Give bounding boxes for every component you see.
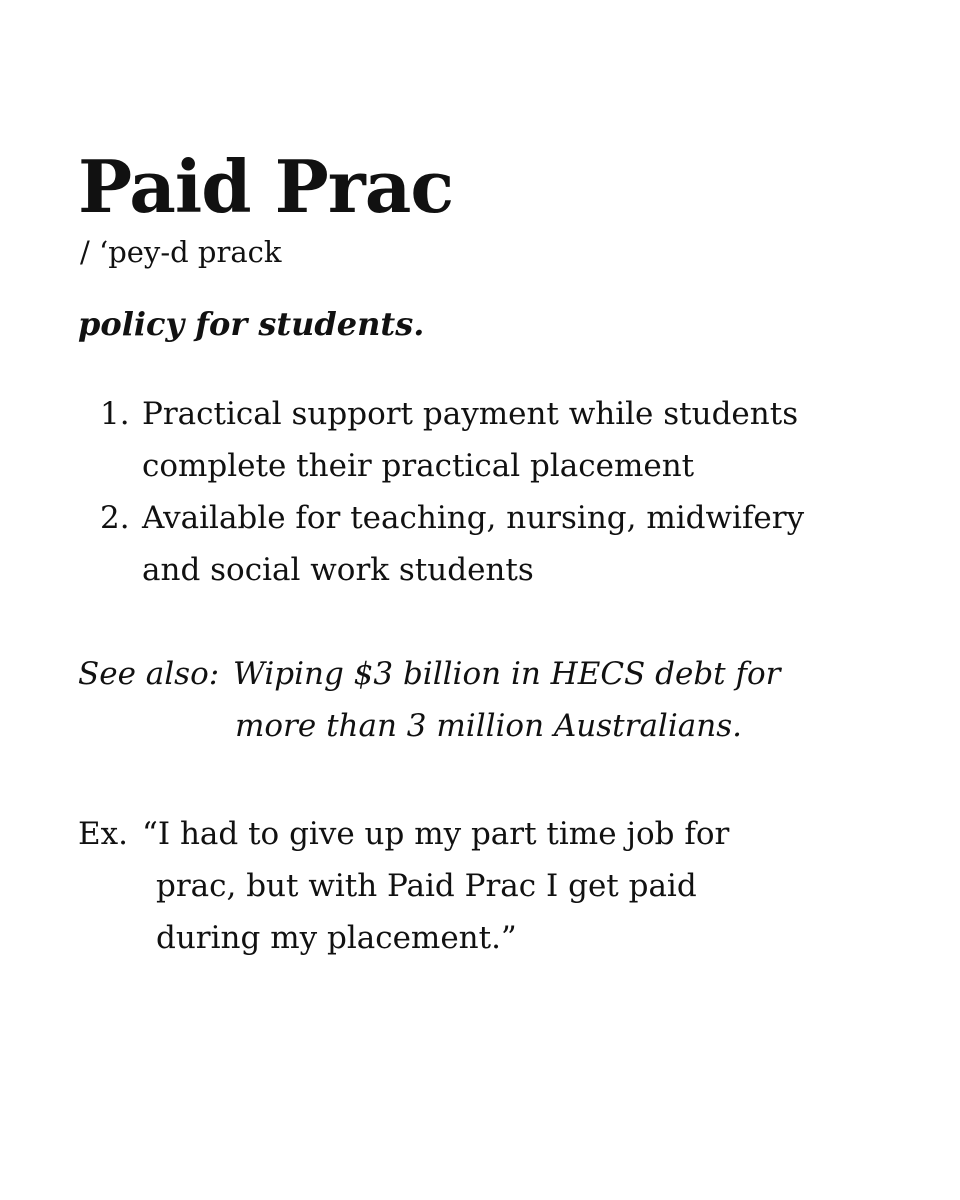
example <box>78 808 729 964</box>
example-line: “I had to give up my part time job for <box>142 816 730 852</box>
example-quote <box>78 808 729 964</box>
see-also-line: more than 3 million Australians. <box>235 708 742 744</box>
definition-number: 2. <box>100 500 130 536</box>
definition-text-line: complete their practical placement <box>142 448 695 484</box>
headword: Paid Prac <box>78 144 454 229</box>
definition-item <box>100 492 920 596</box>
example-line: during my placement.” <box>156 920 517 956</box>
definition-list <box>100 388 920 596</box>
definition-number: 1. <box>100 396 130 432</box>
part-of-speech: policy for students. <box>78 305 425 343</box>
definition-text-line: and social work students <box>142 552 534 588</box>
example-line: prac, but with Paid Prac I get paid <box>156 868 697 904</box>
see-also-label: See also: <box>78 656 220 692</box>
definition-text-line: Practical support payment while students <box>142 396 799 432</box>
definition-text-line: Available for teaching, nursing, midwifery <box>142 500 805 536</box>
see-also <box>78 648 780 752</box>
definition-item <box>100 388 920 492</box>
see-also-line: Wiping $3 billion in HECS debt for <box>233 656 781 692</box>
pronunciation: / ‘pey-d prack <box>80 235 282 269</box>
example-label: Ex. <box>78 816 128 852</box>
